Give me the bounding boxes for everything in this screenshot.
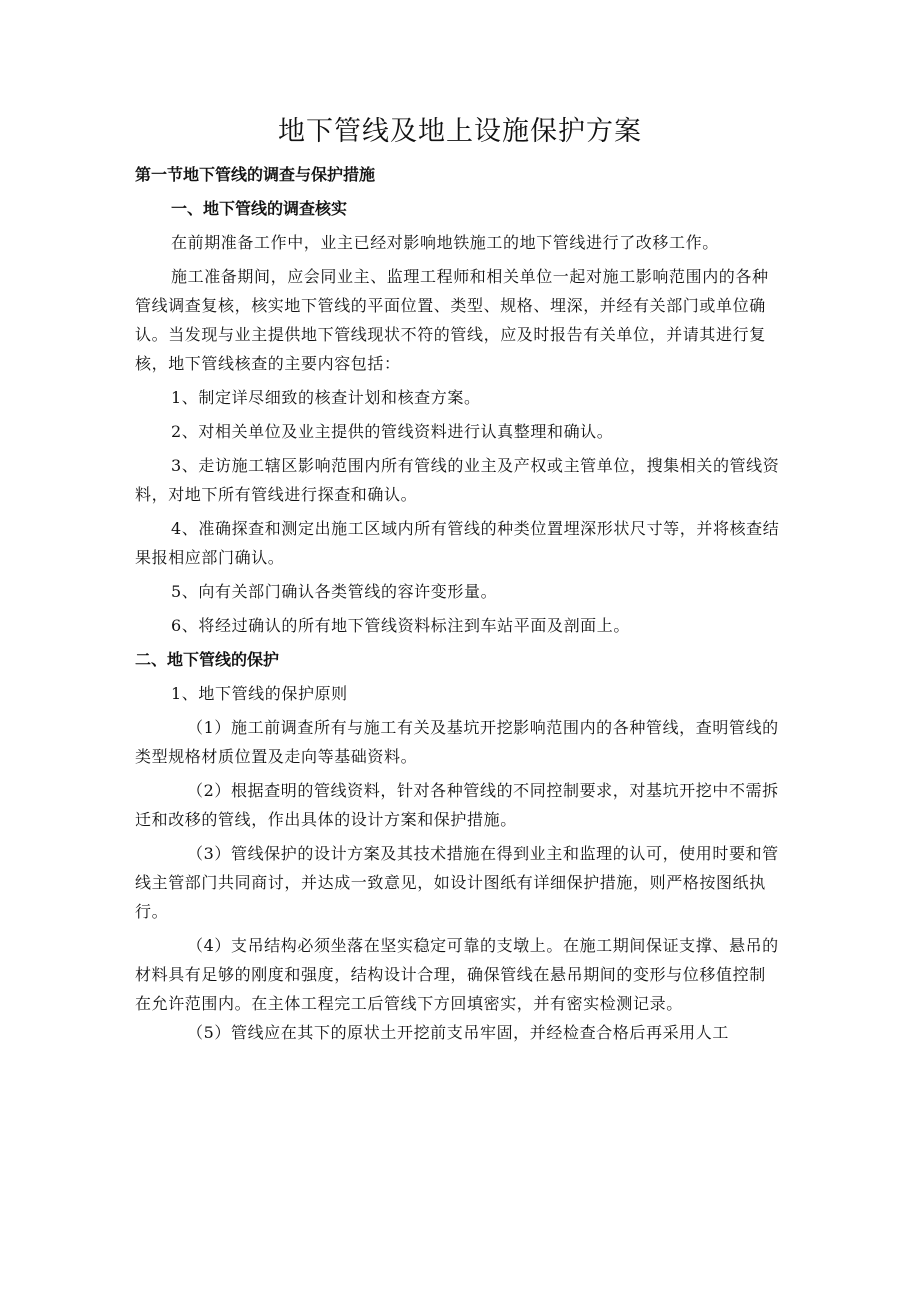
list-item-continuation: 料，对地下所有管线进行探查和确认。	[135, 485, 418, 504]
list-item: 2、对相关单位及业主提供的管线资料进行认真整理和确认。	[171, 422, 614, 441]
list-item: 6、将经过确认的所有地下管线资料标注到车站平面及剖面上。	[171, 616, 630, 635]
principle-item-continuation: 线主管部门共同商讨，并达成一致意见，如设计图纸有详细保护措施，则严格按图纸执	[135, 873, 766, 892]
principle-item-continuation: 行。	[135, 902, 169, 921]
paragraph-line: 管线调查复核，核实地下管线的平面位置、类型、规格、埋深，并经有关部门或单位确	[135, 296, 766, 315]
subsection-heading: 一、地下管线的调查核实	[171, 199, 348, 218]
list-item: 3、走访施工辖区影响范围内所有管线的业主及产权或主管单位，搜集相关的管线资	[171, 456, 780, 475]
paragraph-line: 施工准备期间，应会同业主、监理工程师和相关单位一起对施工影响范围内的各种	[171, 267, 769, 286]
document-title: 地下管线及地上设施保护方案	[278, 116, 642, 147]
principle-item: （4）支吊结构必须坐落在坚实稳定可靠的支墩上。在施工期间保证支撑、悬吊的	[187, 936, 779, 955]
section-heading: 第一节地下管线的调查与保护措施	[135, 165, 376, 184]
paragraph-line: 认。当发现与业主提供地下管线现状不符的管线，应及时报告有关单位，并请其进行复	[135, 325, 766, 344]
list-item: 5、向有关部门确认各类管线的容许变形量。	[171, 582, 498, 601]
principle-item: （3）管线保护的设计方案及其技术措施在得到业主和监理的认可，使用时要和管	[187, 844, 779, 863]
principle-item-continuation: 迁和改移的管线，作出具体的设计方案和保护措施。	[135, 810, 517, 829]
principle-item: （1）施工前调查所有与施工有关及基坑开挖影响范围内的各种管线，查明管线的	[187, 718, 779, 737]
principle-item-continuation: 类型规格材质位置及走向等基础资料。	[135, 747, 418, 766]
paragraph: 在前期准备工作中，业主已经对影响地铁施工的地下管线进行了改移工作。	[171, 233, 719, 252]
principle-item-continuation: 材料具有足够的刚度和强度，结构设计合理，确保管线在悬吊期间的变形与位移值控制	[135, 965, 766, 984]
principle-item: （2）根据查明的管线资料，针对各种管线的不同控制要求，对基坑开挖中不需拆	[187, 781, 779, 800]
document-body	[135, 160, 790, 1047]
paragraph-line: 核，地下管线核查的主要内容包括：	[135, 354, 401, 373]
subsection-heading: 二、地下管线的保护	[135, 650, 280, 669]
principle-item-continuation: 在允许范围内。在主体工程完工后管线下方回填密实，并有密实检测记录。	[135, 994, 683, 1013]
principle-heading: 1、地下管线的保护原则	[171, 684, 348, 703]
list-item: 4、准确探查和测定出施工区域内所有管线的种类位置埋深形状尺寸等，并将核查结	[171, 519, 780, 538]
list-item-continuation: 果报相应部门确认。	[135, 548, 285, 567]
list-item: 1、制定详尽细致的核查计划和核查方案。	[171, 388, 481, 407]
principle-item: （5）管线应在其下的原状土开挖前支吊牢固，并经检查合格后再采用人工	[187, 1023, 729, 1042]
